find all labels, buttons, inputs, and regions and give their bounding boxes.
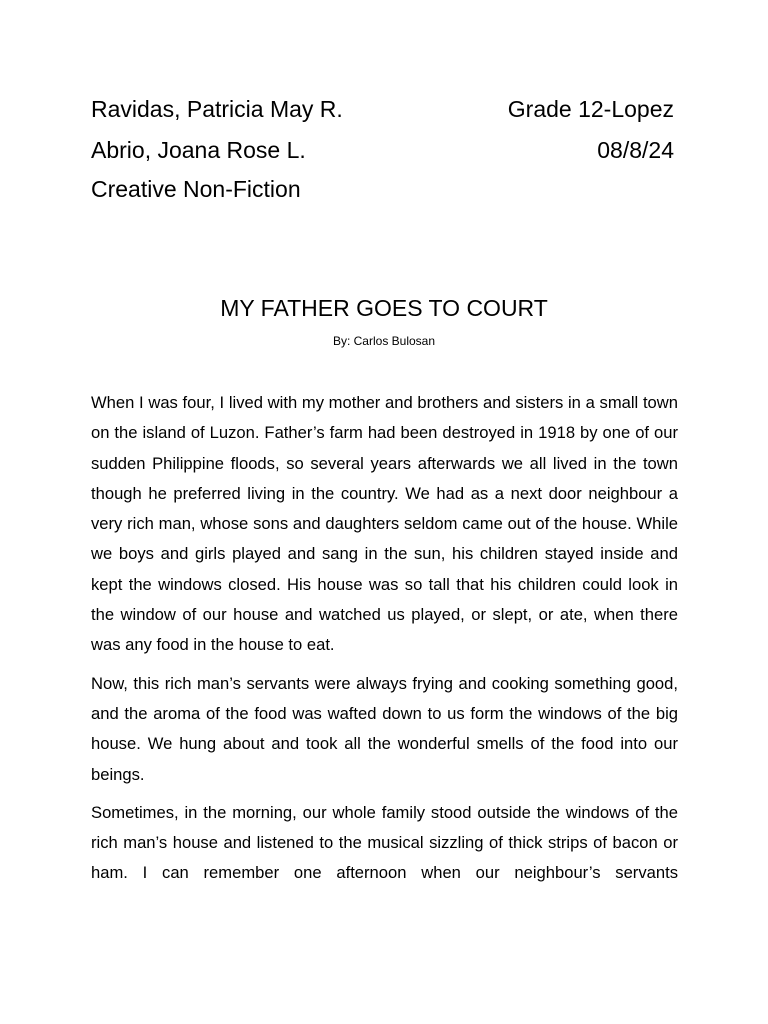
paragraph: When I was four, I lived with my mother and brothers and sisters in a small town on the island of Luzon. Father’s farm had been destroyed in 1918 by one of our sudden Philippine floods, so several years afterwards we all lived in the town though he preferred living in the country. We had as a next door neighbour a very rich man, whose sons and daughters seldom came out of the house. While we boys and girls played and sang in the sun, his children stayed inside and kept the windows closed. His house was so tall that his children could look in the window of our house and watched us played, or slept, or ate, when there was any food in the house to eat. bbox=[91, 393, 678, 655]
paragraph: Sometimes, in the morning, our whole family stood outside the windows of the rich man’s house and listened to the musical sizzling of thick strips of bacon or ham. I can remember one afternoon when our neighbour’s servants bbox=[91, 802, 678, 883]
subject: Creative Non-Fiction bbox=[91, 176, 301, 202]
document-body bbox=[91, 388, 678, 897]
student-name-1: Ravidas, Patricia May R. bbox=[91, 96, 343, 122]
header-row-3 bbox=[91, 175, 674, 203]
document-byline: By: Carlos Bulosan bbox=[332, 334, 436, 348]
grade-section: Grade 12-Lopez bbox=[507, 96, 674, 122]
header-row-2 bbox=[91, 136, 674, 164]
header-row-1 bbox=[91, 95, 674, 123]
paragraph: Now, this rich man’s servants were always frying and cooking something good, and the aroma of the food was wafted down to us form the windows of the big house. We hung about and took all the wonderful smells of the food into our beings. bbox=[91, 673, 678, 784]
student-name-2: Abrio, Joana Rose L. bbox=[91, 137, 306, 163]
date: 08/8/24 bbox=[597, 137, 674, 163]
document-title: MY FATHER GOES TO COURT bbox=[220, 295, 548, 321]
